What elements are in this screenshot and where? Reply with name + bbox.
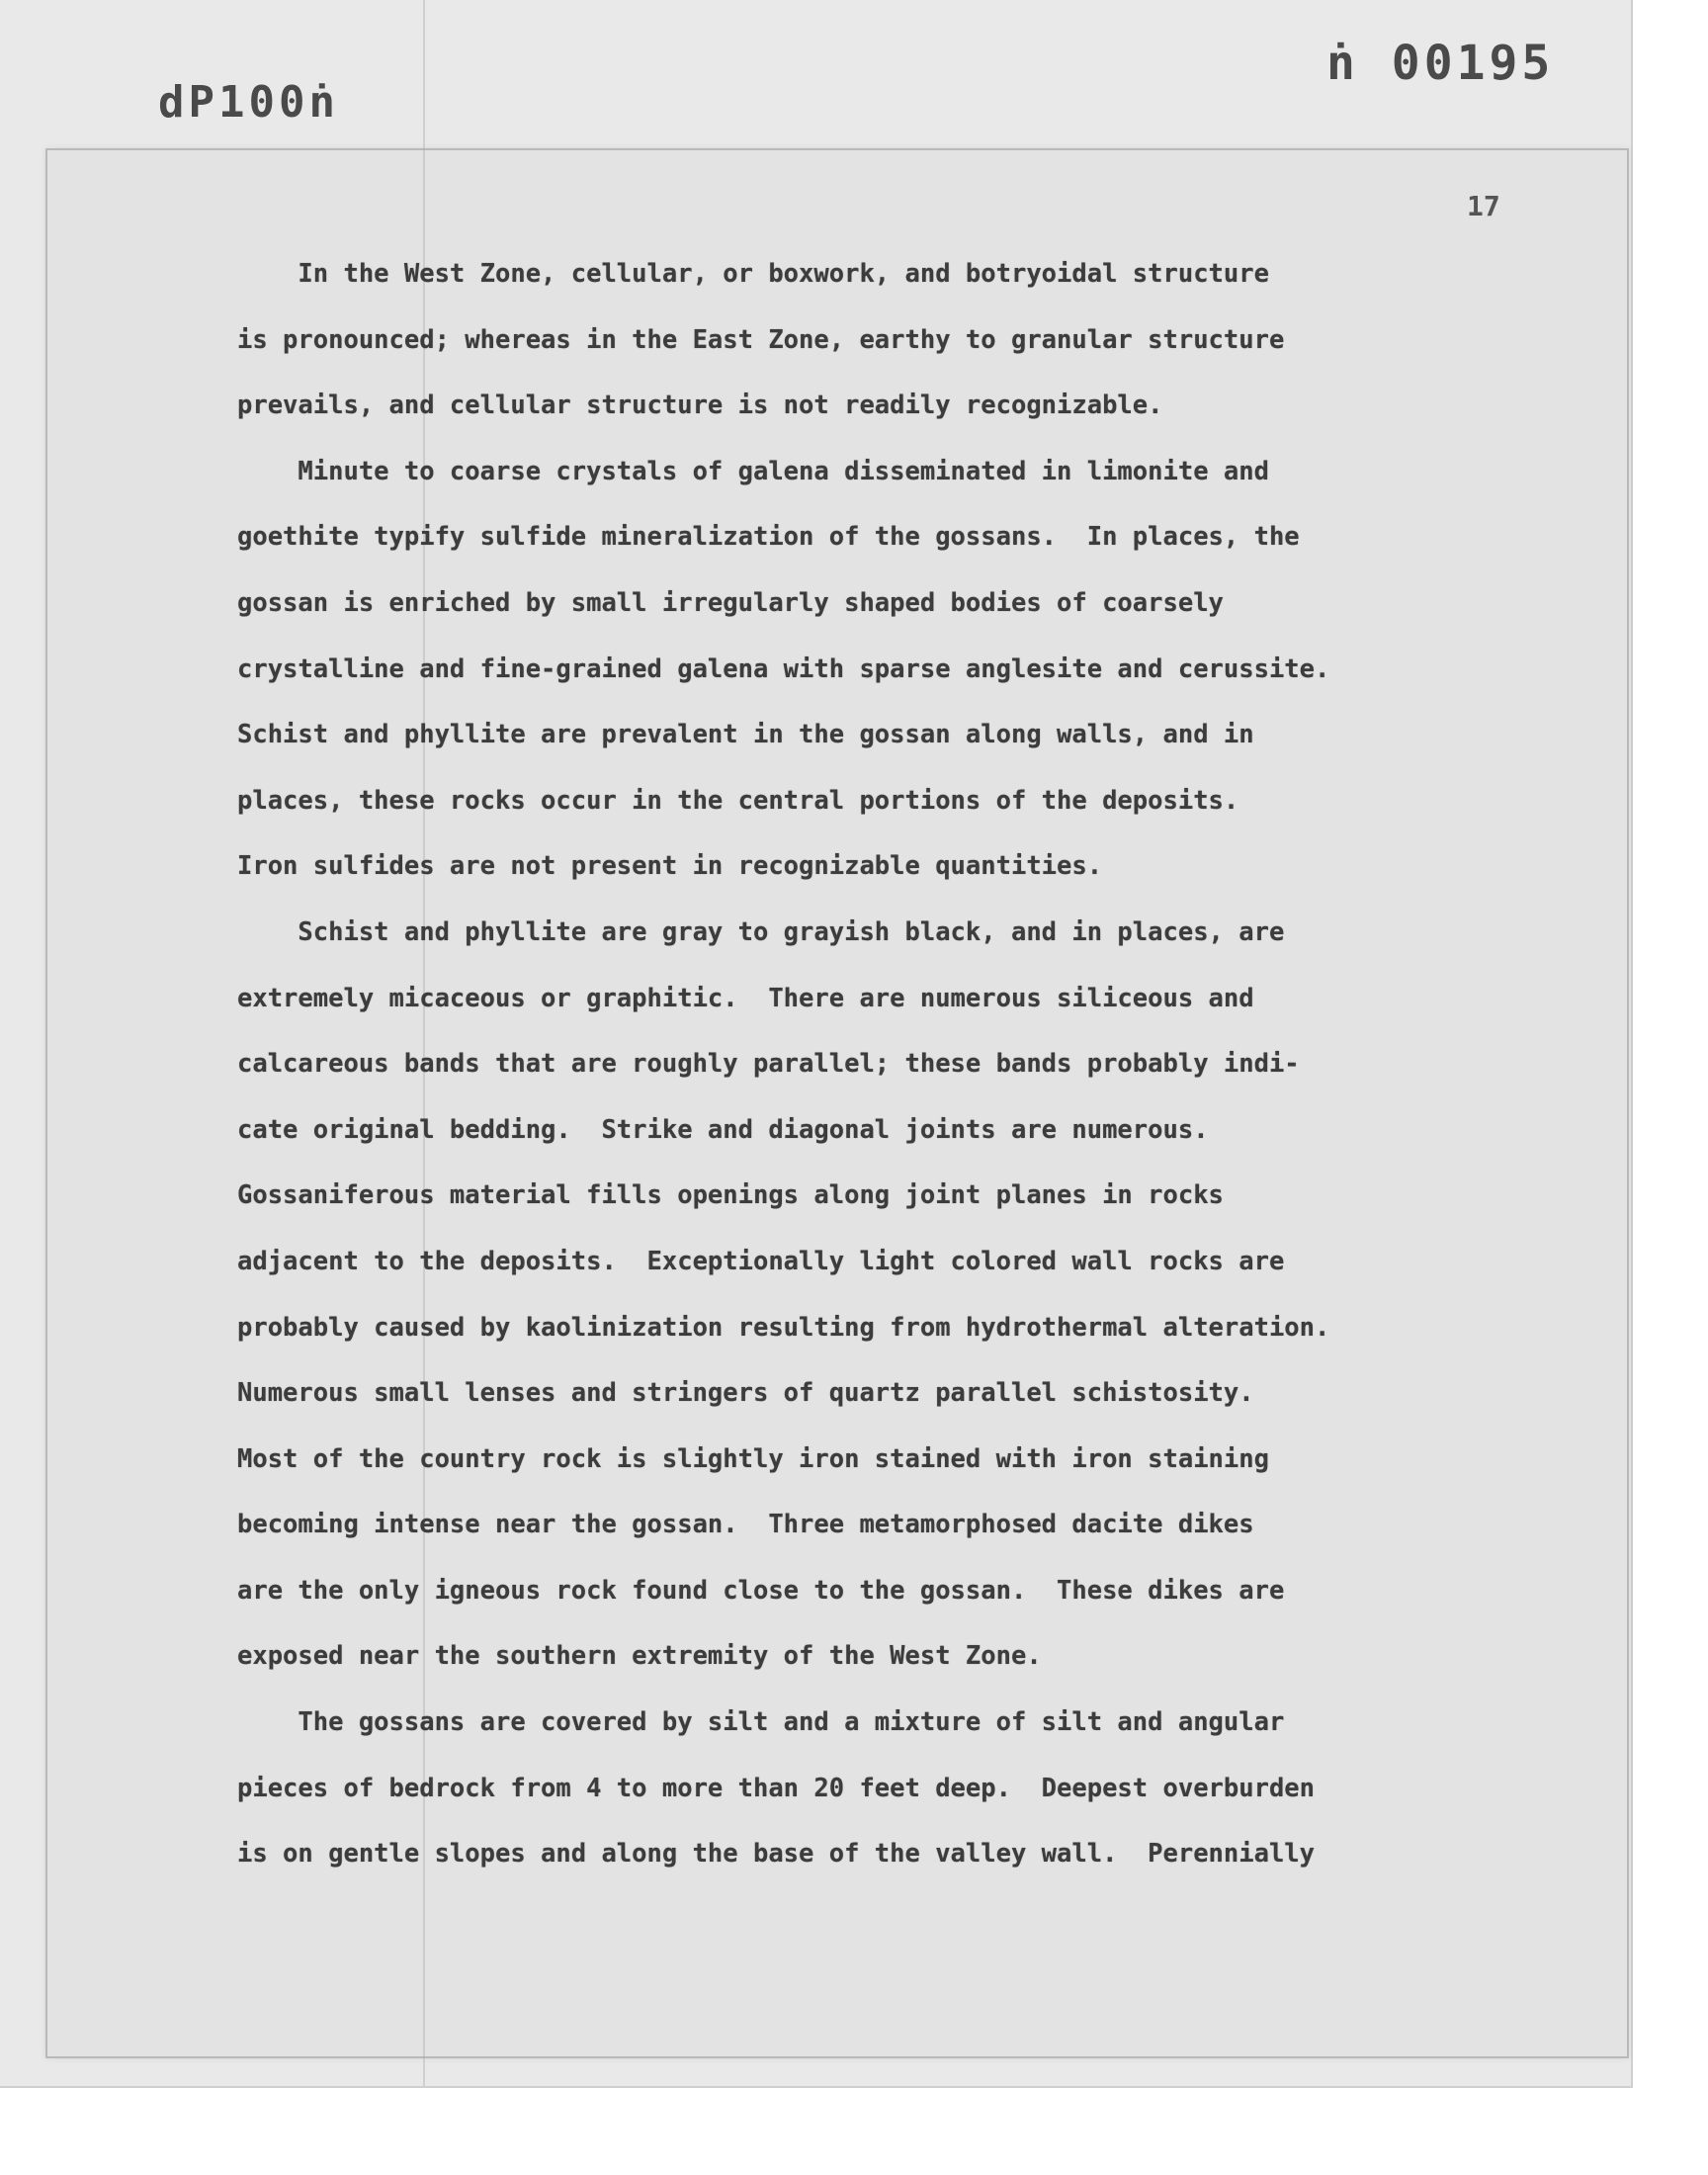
text-line: Most of the country rock is slightly iron stained with iron staining xyxy=(237,1443,1269,1474)
paragraph-3 xyxy=(237,900,1483,1690)
text-line: becoming intense near the gossan. Three metamorphosed dacite dikes xyxy=(237,1510,1254,1540)
text-line: adjacent to the deposits. Exceptionally light colored wall rocks are xyxy=(237,1246,1285,1276)
text-line: gossan is enriched by small irregularly shaped bodies of coarsely xyxy=(237,587,1224,618)
text-line: cate original bedding. Strike and diagonal joints are numerous. xyxy=(237,1114,1209,1145)
text-line: pieces of bedrock from 4 to more than 20 feet deep. Deepest overburden xyxy=(237,1773,1316,1803)
text-line: crystalline and fine-grained galena with sparse anglesite and cerussite. xyxy=(237,653,1330,684)
document-id-stamp-left: dP100ṅ xyxy=(158,77,339,128)
text-line: goethite typify sulfide mineralization of the gossans. In places, the xyxy=(237,522,1300,553)
text-line: In the West Zone, cellular, or boxwork, and botryoidal structure xyxy=(237,259,1269,289)
paragraph-2 xyxy=(237,439,1483,900)
text-line: The gossans are covered by silt and a mixture of silt and angular xyxy=(237,1707,1285,1738)
text-line: places, these rocks occur in the central portions of the deposits. xyxy=(237,785,1239,816)
text-line: Schist and phyllite are gray to grayish black, and in places, are xyxy=(237,916,1285,947)
text-line: extremely micaceous or graphitic. There are numerous siliceous and xyxy=(237,983,1254,1013)
text-line: is pronounced; whereas in the East Zone, earthy to granular structure xyxy=(237,324,1285,355)
text-line: prevails, and cellular structure is not readily recognizable. xyxy=(237,391,1163,421)
text-line: Numerous small lenses and stringers of quartz parallel schistosity. xyxy=(237,1378,1254,1409)
text-line: Iron sulfides are not present in recognizable quantities. xyxy=(237,851,1103,882)
text-line: calcareous bands that are roughly parallel; these bands probably indi- xyxy=(237,1049,1300,1080)
text-line: are the only igneous rock found close to the gossan. These dikes are xyxy=(237,1575,1285,1606)
text-line: probably caused by kaolinization resulting from hydrothermal alteration. xyxy=(237,1312,1330,1343)
paragraph-4 xyxy=(237,1690,1483,1887)
page-number: 17 xyxy=(1467,190,1500,222)
document-id-stamp-right: ṅ 00195 xyxy=(1326,36,1555,91)
text-line: is on gentle slopes and along the base of the valley wall. Perennially xyxy=(237,1839,1316,1870)
text-line: Gossaniferous material fills openings along joint planes in rocks xyxy=(237,1180,1224,1211)
paragraph-1 xyxy=(237,241,1483,439)
text-line: Schist and phyllite are prevalent in the gossan along walls, and in xyxy=(237,720,1254,750)
body-text xyxy=(237,241,1483,1887)
text-line: exposed near the southern extremity of the West Zone. xyxy=(237,1641,1042,1672)
text-line: Minute to coarse crystals of galena disseminated in limonite and xyxy=(237,456,1269,486)
